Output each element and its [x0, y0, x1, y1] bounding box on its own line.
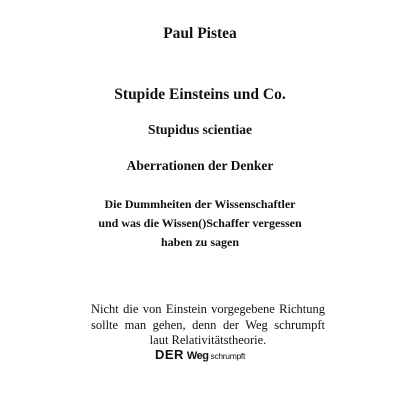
book-title: Stupide Einsteins und Co.: [114, 86, 286, 103]
author-name: Paul Pistea: [163, 25, 237, 42]
brand-word-der: DER: [154, 347, 184, 362]
quote-paragraph: Nicht die von Einstein vorgegebene Richtung sollte man gehen, denn der Weg schrumpft laut Relativitätstheorie.: [91, 302, 325, 347]
brand-word-weg: Weg: [186, 350, 209, 362]
latin-subtitle: Stupidus scientiae: [148, 122, 252, 137]
description-line: haben zu sagen: [160, 235, 240, 249]
brand-word-schrumpft: schrumpft: [210, 351, 246, 361]
description-line: und was die Wissen()Schaffer vergessen: [98, 216, 302, 230]
description-block: [0, 195, 400, 252]
description-line: Die Dummheiten der Wissenschaftler: [104, 197, 296, 211]
aberrations-subtitle: Aberrationen der Denker: [126, 158, 274, 173]
brand-logo: [0, 346, 400, 364]
